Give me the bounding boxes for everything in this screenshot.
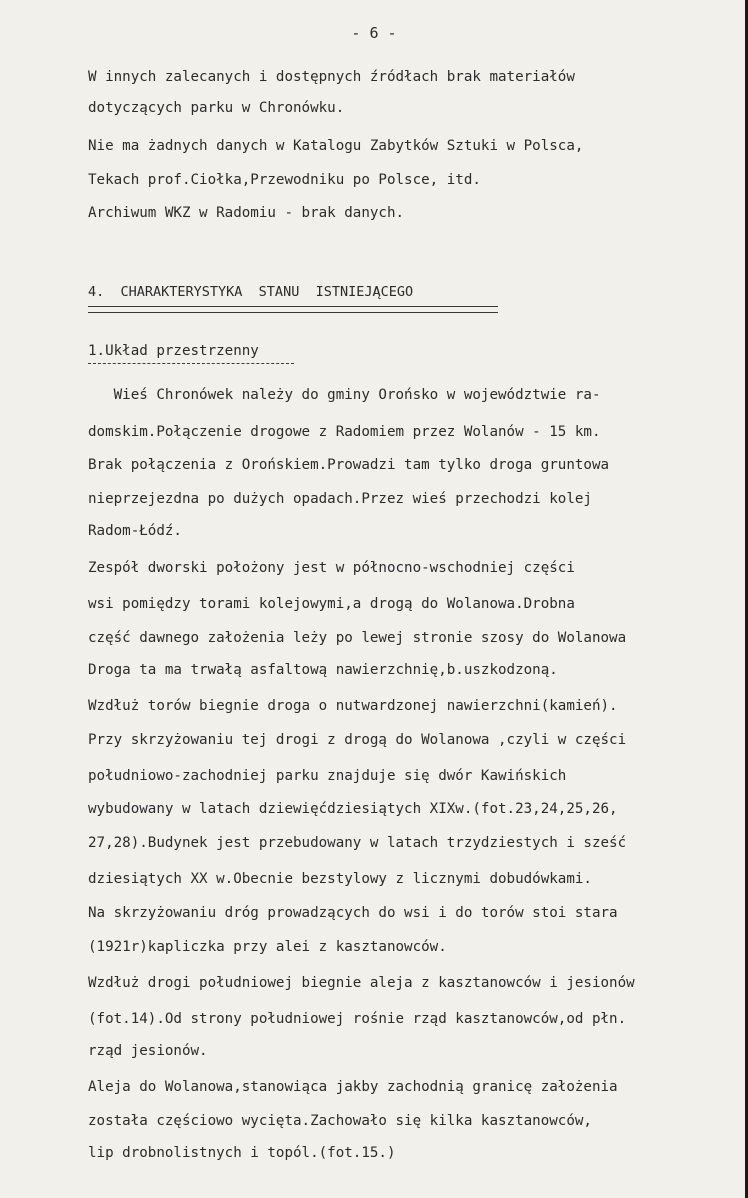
- body-line: Przy skrzyżowaniu tej drogi z drogą do Wolanowa ,czyli w części: [88, 732, 627, 748]
- body-line: południowo-zachodniej parku znajduje się dwór Kawińskich: [88, 768, 567, 784]
- body-line: (1921r)kapliczka przy alei z kasztanowców.: [88, 939, 447, 955]
- body-line: część dawnego założenia leży po lewej stronie szosy do Wolanowa: [88, 630, 627, 646]
- body-line: Wzdłuż drogi południowej biegnie aleja z kasztanowców i jesionów: [88, 975, 635, 991]
- body-line: Brak połączenia z Orońskiem.Prowadzi tam tylko droga gruntowa: [88, 457, 610, 473]
- body-line: Wieś Chronówek należy do gminy Orońsko w województwie ra-: [88, 387, 601, 403]
- body-line: (fot.14).Od strony południowej rośnie rząd kasztanowców,od płn.: [88, 1011, 627, 1027]
- body-line: Wzdłuż torów biegnie droga o nutwardzonej nawierzchni(kamień).: [88, 698, 618, 714]
- intro-line: W innych zalecanych i dostępnych źródłach brak materiałów: [88, 69, 575, 85]
- subsection-heading-underline: [88, 363, 294, 364]
- page-number: - 6 -: [351, 24, 397, 42]
- body-line: domskim.Połączenie drogowe z Radomiem przez Wolanów - 15 km.: [88, 424, 601, 440]
- body-line: lip drobnolistnych i topól.(fot.15.): [88, 1145, 396, 1161]
- body-line: 27,28).Budynek jest przebudowany w latach trzydziestych i sześć: [88, 835, 627, 851]
- body-line: nieprzejezdna po dużych opadach.Przez wieś przechodzi kolej: [88, 491, 592, 507]
- body-line: wybudowany w latach dziewięćdziesiątych XIXw.(fot.23,24,25,26,: [88, 801, 618, 817]
- body-line: Aleja do Wolanowa,stanowiąca jakby zachodnią granicę założenia: [88, 1079, 618, 1095]
- body-line: Droga ta ma trwałą asfaltową nawierzchnię,b.uszkodzoną.: [88, 662, 558, 678]
- body-line: dziesiątych XX w.Obecnie bezstylowy z licznymi dobudówkami.: [88, 871, 592, 887]
- body-line: Radom-Łódź.: [88, 523, 182, 539]
- body-line: Na skrzyżowaniu dróg prowadzących do wsi i do torów stoi stara: [88, 905, 618, 921]
- body-line: Zespół dworski położony jest w północno-wschodniej części: [88, 560, 575, 576]
- section-heading: 4. CHARAKTERYSTYKA STANU ISTNIEJĄCEGO: [88, 284, 414, 300]
- body-line: została częściowo wycięta.Zachowało się kilka kasztanowców,: [88, 1113, 592, 1129]
- body-line: wsi pomiędzy torami kolejowymi,a drogą do Wolanowa.Drobna: [88, 596, 575, 612]
- intro-line: dotyczących parku w Chronówku.: [88, 100, 345, 116]
- body-line: rząd jesionów.: [88, 1043, 208, 1059]
- intro-line: Nie ma żadnych danych w Katalogu Zabytków Sztuki w Polsca,: [88, 138, 584, 154]
- intro-line: Tekach prof.Ciołka,Przewodniku po Polsce, itd.: [88, 172, 481, 188]
- subsection-heading: 1.Układ przestrzenny: [88, 343, 259, 359]
- intro-line: Archiwum WKZ w Radomiu - brak danych.: [88, 205, 405, 221]
- section-heading-double-underline: [88, 306, 498, 313]
